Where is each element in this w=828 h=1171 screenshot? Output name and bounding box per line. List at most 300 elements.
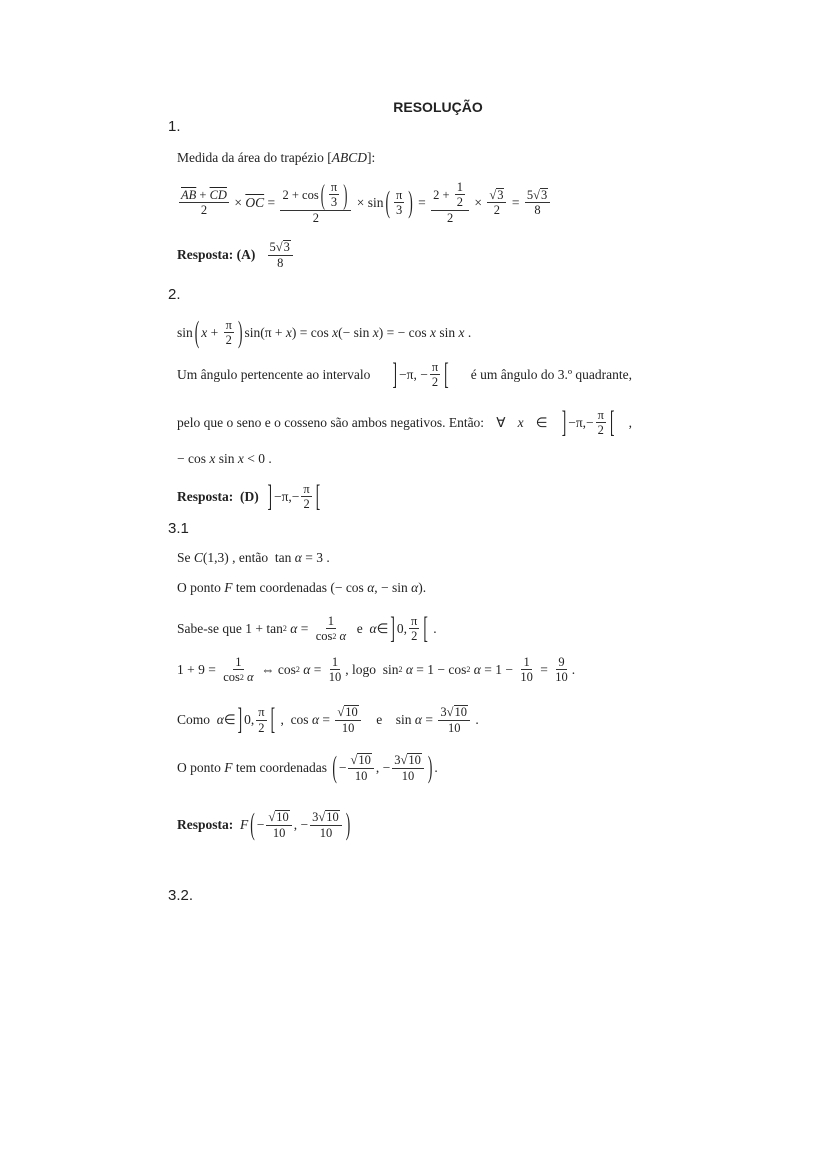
radicand: 3: [283, 240, 290, 254]
denominator: [314, 629, 348, 643]
radicand: 10: [276, 810, 289, 824]
text-run: O ponto: [177, 580, 225, 595]
fraction: [266, 810, 291, 840]
text-run: .: [429, 620, 437, 636]
numerator: [521, 655, 531, 670]
text-run: 10: [341, 720, 355, 735]
math-line: [177, 550, 330, 566]
text-run: × sin: [353, 194, 384, 210]
denominator: [340, 721, 357, 735]
fraction: [487, 188, 506, 218]
math-variable: x: [209, 451, 216, 466]
right-delimiter: [: [423, 610, 428, 645]
math-variable: α: [216, 712, 224, 728]
text-run: −π,−: [274, 488, 300, 504]
denominator: [492, 203, 502, 217]
text-run: 10: [319, 825, 333, 840]
text-run: 8: [277, 255, 284, 270]
numerator: [455, 180, 465, 195]
left-delimiter: ]: [390, 610, 395, 645]
bracketed-group: [193, 314, 245, 349]
math-variable: α: [339, 629, 347, 644]
text-run: =: [508, 194, 523, 210]
right-delimiter: ): [408, 184, 413, 219]
math-variable: ABCD: [331, 150, 368, 165]
segment-length: $\overline{OC}$: [245, 194, 265, 210]
denominator: [596, 423, 606, 437]
fraction: [553, 655, 570, 685]
text-run: 1: [235, 655, 242, 669]
text-run: 5: [526, 187, 534, 202]
text-run: 1: [456, 180, 463, 194]
text-run: 2: [431, 375, 439, 390]
exponent: 2: [295, 665, 300, 675]
left-delimiter: (: [320, 178, 325, 211]
numerator: [233, 655, 243, 670]
bracketed-group: [383, 184, 414, 219]
text-run: ×: [470, 194, 486, 210]
right-delimiter: ): [237, 314, 243, 349]
answer-label: Resposta: (A): [177, 247, 256, 263]
text-run: Um ângulo pertencente ao intervalo: [177, 366, 371, 382]
fraction: [518, 655, 535, 685]
radicand: 3: [497, 187, 504, 202]
denominator: [301, 497, 311, 511]
math-line: [177, 451, 272, 467]
text-run: cos: [315, 629, 333, 644]
numerator: [431, 180, 469, 211]
text-run: pelo que o seno e o cosseno são ambos negativos. Então:: [177, 414, 485, 430]
text-run: ) = − cos: [378, 324, 430, 340]
numerator: [556, 655, 566, 670]
text-run: −π, −: [399, 366, 428, 382]
text-run: = 3 .: [301, 550, 330, 565]
denominator: [446, 721, 463, 735]
text-run: sin: [177, 324, 193, 340]
square-root: [268, 810, 289, 825]
denominator: [311, 211, 321, 225]
left-delimiter: (: [332, 749, 337, 785]
text-run: 2 +: [433, 187, 453, 202]
text-run: 10: [447, 720, 461, 735]
denominator: [224, 333, 234, 347]
exponent: 2: [398, 665, 403, 675]
numerator: [301, 482, 311, 497]
text-run: (1,3) , então tan: [202, 550, 295, 565]
text-run: [259, 489, 266, 505]
radical-sign: √: [275, 240, 283, 254]
math-variable: x: [517, 414, 524, 430]
denominator: [394, 203, 404, 217]
text-run: 2: [303, 497, 310, 512]
bracketed-group: [248, 806, 352, 842]
fraction: [596, 408, 606, 438]
text-run: O ponto: [177, 760, 225, 776]
math-variable: α: [369, 620, 377, 636]
text-run: sin: [435, 324, 459, 340]
fraction: [438, 705, 470, 735]
right-delimiter: [: [609, 404, 615, 439]
text-run: tem coordenadas: [232, 760, 331, 776]
text-run: .: [571, 661, 576, 677]
text-run: =: [319, 712, 334, 728]
text-run: π: [303, 482, 310, 496]
text-run: π: [431, 360, 439, 374]
left-delimiter: (: [385, 184, 390, 219]
fraction: [409, 614, 419, 644]
math-line: [177, 356, 632, 391]
text-run: ,: [628, 414, 632, 430]
numerator: [438, 705, 470, 721]
math-line: [177, 701, 479, 737]
fraction: [348, 753, 373, 783]
left-delimiter: ]: [237, 701, 243, 737]
numerator: [266, 810, 291, 826]
section-number: 1.: [168, 118, 181, 135]
text-run: =: [310, 661, 325, 677]
text-run: π: [395, 187, 403, 202]
fraction: [301, 482, 311, 512]
fraction: [179, 188, 229, 218]
radical-sign: √: [318, 810, 326, 824]
left-delimiter: ]: [392, 356, 398, 391]
fraction: [430, 360, 440, 390]
text-run: = 1 − cos: [412, 661, 467, 677]
fraction: [256, 705, 266, 735]
text-run: Como: [177, 712, 217, 728]
answer-label: Resposta: (D): [177, 488, 259, 504]
section-number: 3.1: [168, 520, 189, 537]
text-run: , −: [375, 760, 391, 776]
math-line: [177, 314, 472, 349]
exponent: 2: [332, 631, 337, 641]
math-variable: α: [414, 712, 422, 728]
denominator: [445, 211, 455, 225]
section-number: 3.2.: [168, 887, 194, 904]
text-run: −π,−: [568, 414, 594, 430]
numerator: [525, 188, 550, 204]
text-run: cos: [223, 670, 240, 685]
math-variable: C: [193, 550, 203, 565]
text-run: −: [256, 817, 265, 833]
text-run: .: [434, 760, 438, 776]
text-run: π: [411, 614, 418, 628]
radical-sign: √: [489, 187, 497, 202]
fraction: [525, 188, 550, 218]
math-line: [177, 478, 322, 513]
text-run: =: [414, 194, 430, 210]
denominator: [518, 670, 535, 684]
text-run: ).: [418, 580, 427, 595]
denominator: [271, 826, 288, 840]
math-variable: x: [332, 324, 339, 340]
text-run: Sabe-se que 1 + tan: [177, 620, 283, 636]
left-delimiter: ]: [267, 478, 272, 513]
radicand: 10: [326, 810, 339, 824]
numerator: [280, 180, 351, 211]
text-run: ⇔ cos: [257, 661, 296, 677]
math-variable: x: [285, 324, 292, 340]
math-line: [177, 180, 552, 225]
math-line: [177, 655, 575, 685]
text-run: (− sin: [338, 324, 373, 340]
square-root: [447, 705, 468, 720]
math-variable: x: [237, 451, 244, 466]
math-line: [177, 404, 632, 439]
right-delimiter: ): [343, 178, 348, 211]
text-run: ]:: [367, 150, 376, 165]
text-run: 8: [534, 203, 541, 218]
denominator: [553, 670, 570, 684]
math-variable: α: [411, 580, 419, 595]
numerator: [329, 180, 339, 195]
denominator: [532, 203, 542, 217]
text-run: , cos: [277, 712, 312, 728]
square-root: [318, 810, 339, 825]
text-run: 10: [272, 825, 286, 840]
radicand: 10: [358, 753, 371, 767]
text-run: 2: [258, 720, 265, 735]
math-line: [177, 610, 437, 645]
text-run: 2: [597, 423, 604, 438]
text-run: 1 + 9 =: [177, 661, 220, 677]
radical-sign: √: [446, 705, 454, 719]
text-run: 2: [493, 203, 501, 218]
numerator: [256, 705, 266, 720]
math-line: [177, 806, 352, 842]
denominator: [199, 203, 209, 217]
radicand: 10: [408, 753, 421, 767]
numerator: [430, 360, 440, 375]
math-variable: α: [311, 712, 320, 728]
text-run: +: [196, 187, 210, 202]
answer-label: Resposta:: [177, 817, 234, 833]
denominator: [353, 769, 370, 783]
math-variable: α: [303, 661, 311, 677]
denominator: [430, 375, 440, 389]
text-run: ∈: [535, 414, 548, 430]
radical-sign: √: [350, 753, 358, 767]
right-delimiter: [: [444, 356, 449, 391]
text-run: ∈: [376, 620, 389, 636]
text-run: π: [258, 705, 265, 720]
numerator: [310, 810, 342, 826]
fraction: [394, 188, 404, 218]
denominator: [256, 721, 266, 735]
fraction: [221, 655, 255, 685]
text-run: 10: [555, 670, 568, 685]
radical-sign: √: [400, 753, 408, 767]
text-run: e sin: [362, 712, 415, 728]
exponent: 2: [466, 665, 471, 675]
math-variable: x: [458, 324, 465, 340]
text-run: =: [297, 620, 312, 636]
right-delimiter: [: [315, 478, 321, 513]
square-root: [276, 240, 291, 255]
numerator: [326, 614, 336, 629]
text-run: ×: [230, 194, 246, 210]
bracketed-group: [266, 478, 323, 513]
math-variable: x: [201, 324, 208, 340]
numerator: [392, 753, 424, 769]
text-run: e: [350, 620, 370, 636]
math-variable: F: [224, 580, 233, 595]
numerator: [409, 614, 419, 629]
fraction: [335, 705, 360, 735]
text-run: =: [422, 712, 437, 728]
math-variable: α: [294, 550, 302, 565]
text-run: 2 + cos: [282, 187, 319, 202]
text-run: 2: [411, 629, 418, 644]
text-run: [255, 247, 265, 263]
denominator: [318, 826, 335, 840]
math-variable: F: [240, 817, 249, 833]
exponent: 2: [282, 624, 287, 634]
text-run: 5: [269, 240, 276, 255]
square-root: [350, 753, 371, 768]
text-run: =: [536, 661, 552, 677]
text-run: −: [338, 760, 347, 776]
text-run: 3: [396, 203, 403, 218]
denominator: [455, 195, 465, 209]
math-variable: x: [429, 324, 436, 340]
text-run: 2: [312, 210, 320, 225]
numerator: [348, 753, 373, 769]
text-run: 2: [200, 203, 208, 218]
text-run: 2: [225, 333, 232, 348]
numerator: [335, 705, 360, 721]
text-run: ∀: [496, 414, 506, 430]
text-run: − cos: [177, 451, 210, 466]
denominator: [221, 670, 255, 684]
text-run: 1: [523, 655, 530, 669]
bracketed-group: [388, 610, 429, 645]
denominator: [329, 195, 339, 209]
left-delimiter: (: [250, 806, 255, 842]
text-run: 2: [446, 210, 454, 225]
text-run: sin(π +: [244, 324, 286, 340]
math-variable: α: [367, 580, 375, 595]
left-delimiter: (: [194, 314, 200, 349]
numerator: [179, 188, 229, 203]
right-delimiter: ): [427, 749, 433, 785]
text-run: 2: [456, 195, 463, 210]
radical-sign: √: [533, 187, 540, 202]
text-run: ) = cos: [291, 324, 333, 340]
text-run: 10: [401, 768, 415, 783]
segment-length: $\overline{AB}$: [181, 187, 197, 202]
square-root: [489, 188, 504, 203]
text-run: 1: [327, 614, 334, 628]
numerator: [224, 318, 234, 333]
text-run: é um ângulo do 3.º quadrante,: [470, 366, 632, 382]
text-run: tem coordenadas (− cos: [232, 580, 368, 595]
math-line: [177, 240, 295, 270]
bracketed-group: [319, 180, 350, 210]
text-run: =: [264, 194, 279, 210]
text-run: 10: [328, 670, 342, 685]
text-run: < 0 .: [243, 451, 272, 466]
text-run: 1: [331, 655, 339, 669]
text-run: 0,: [396, 620, 408, 636]
text-run: 10: [354, 768, 368, 783]
numerator: [330, 655, 340, 670]
text-run: +: [207, 324, 222, 340]
math-variable: F: [224, 760, 233, 776]
fraction: [455, 180, 465, 210]
bracketed-group: [391, 356, 451, 391]
denominator: [400, 769, 417, 783]
radical-sign: √: [268, 810, 276, 824]
text-run: 10: [520, 670, 533, 685]
math-line: [177, 150, 375, 166]
text-run: 3: [330, 195, 338, 210]
segment-length: $\overline{CD}$: [209, 187, 227, 202]
radical-sign: √: [337, 705, 345, 719]
exponent: 2: [239, 672, 244, 682]
square-root: [400, 753, 421, 768]
text-run: 0,: [244, 712, 255, 728]
fraction: [280, 180, 351, 225]
right-delimiter: [: [270, 701, 276, 737]
bracketed-group: [560, 404, 617, 439]
fraction: [268, 240, 293, 270]
denominator: [327, 670, 344, 684]
left-delimiter: ]: [561, 404, 567, 439]
numerator: [487, 188, 506, 204]
bracketed-group: [330, 749, 434, 785]
text-run: , − sin: [374, 580, 412, 595]
text-run: .: [464, 324, 472, 340]
text-run: , logo sin: [345, 661, 399, 677]
text-run: 3: [312, 810, 319, 825]
text-run: Se: [177, 550, 194, 565]
math-variable: α: [473, 661, 481, 677]
fraction: [327, 655, 344, 685]
square-root: [337, 705, 358, 720]
fraction: [392, 753, 424, 783]
fraction: [314, 614, 348, 644]
text-run: 3: [440, 705, 447, 720]
text-run: .: [472, 712, 479, 728]
text-run: = 1 −: [480, 661, 517, 677]
text-run: π: [597, 408, 604, 422]
bracketed-group: [236, 701, 277, 737]
text-run: sin: [215, 451, 238, 466]
denominator: [275, 256, 285, 270]
math-line: [177, 749, 438, 785]
text-run: Medida da área do trapézio [: [177, 150, 332, 165]
text-run: π: [225, 318, 232, 332]
text-run: π: [330, 180, 338, 194]
text-run: [233, 817, 240, 833]
numerator: [394, 188, 404, 203]
fraction: [224, 318, 234, 348]
math-variable: α: [247, 670, 254, 685]
math-variable: α: [290, 620, 298, 636]
fraction: [329, 180, 339, 210]
numerator: [268, 240, 293, 256]
radicand: 10: [345, 705, 358, 719]
square-root: [533, 188, 548, 203]
math-variable: x: [372, 324, 379, 340]
numerator: [596, 408, 606, 423]
fraction: [310, 810, 342, 840]
radicand: 10: [454, 705, 467, 719]
text-run: , −: [293, 817, 309, 833]
fraction: [431, 180, 469, 225]
text-run: 9: [558, 655, 565, 669]
